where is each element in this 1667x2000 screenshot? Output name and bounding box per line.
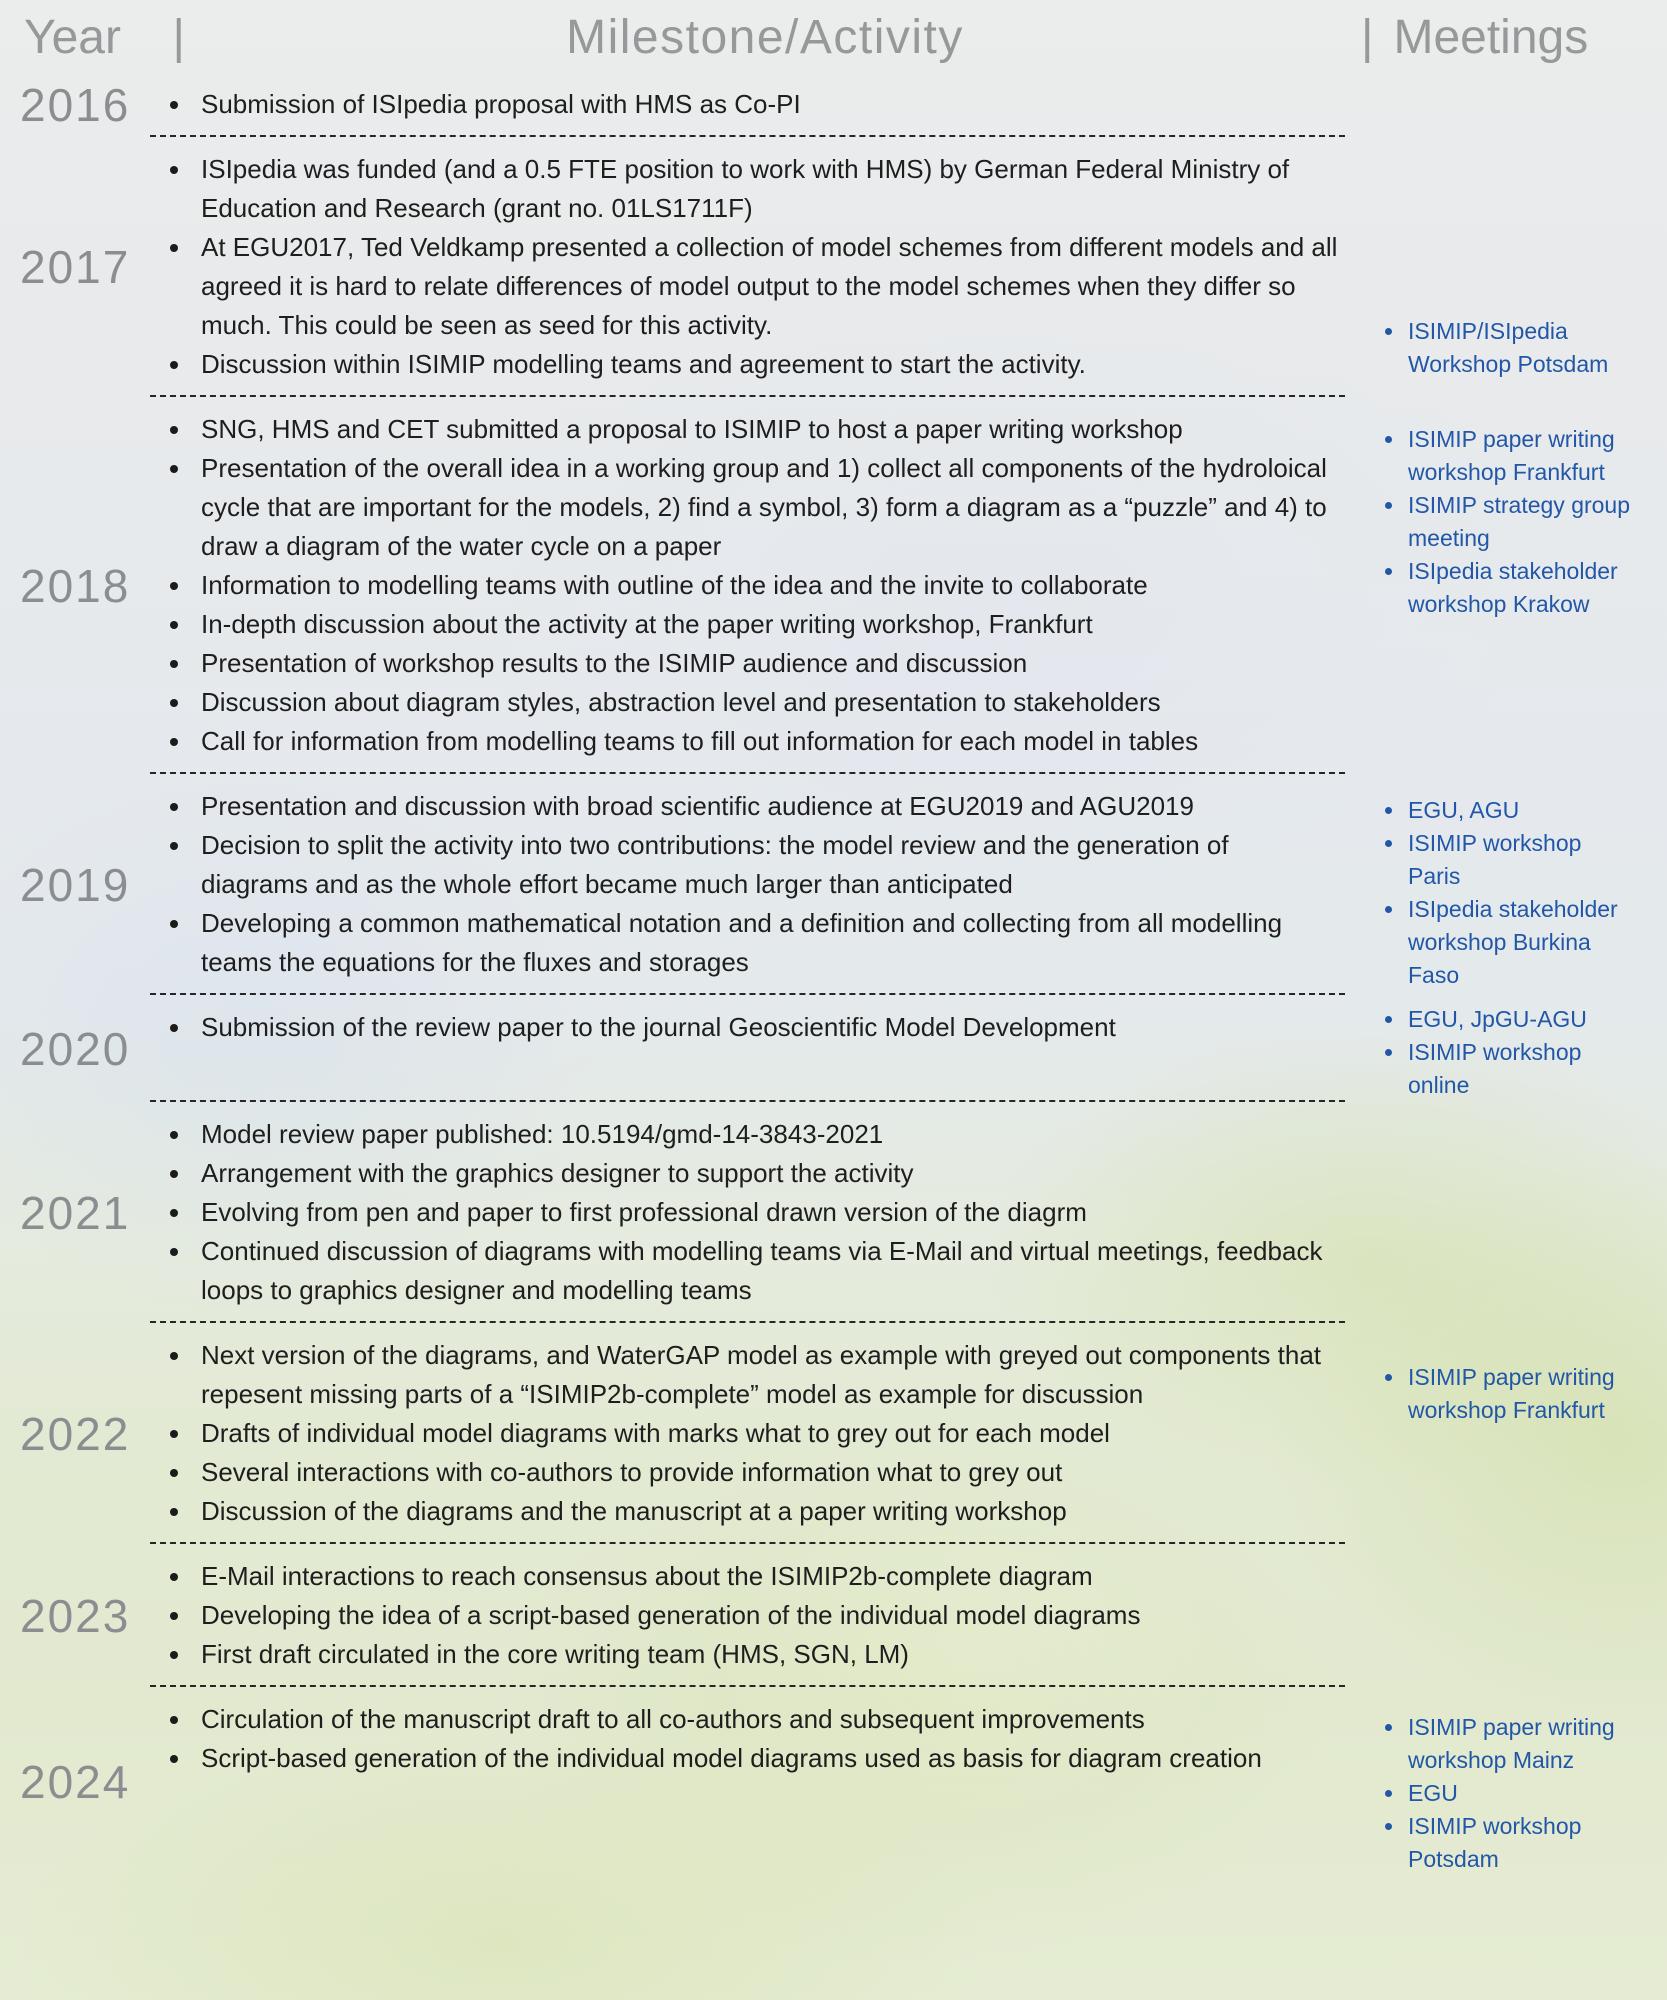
bullet-icon [170,621,178,629]
milestone-item [150,605,1345,644]
milestone-item-text: Script-based generation of the individual model diagrams used as basis for diagram creation [201,1743,1262,1773]
milestone-item-text: At EGU2017, Ted Veldkamp presented a collection of model schemes from different models and all agreed it is hard to relate differences of model output to the model schemes when they differ so much. This could be seen as seed for this activity. [201,232,1338,340]
meeting-item-text: ISIMIP workshop Paris [1408,830,1582,889]
meeting-item-text: ISIMIP paper writing workshop Frankfurt [1408,1364,1615,1423]
meeting-item-text: ISIMIP paper writing workshop Frankfurt [1408,426,1615,485]
milestone-item-text: Model review paper published: 10.5194/gmd-14-3843-2021 [201,1119,884,1149]
column-separator: | [172,11,185,64]
meeting-list [1385,1711,1667,1876]
bullet-icon [170,699,178,707]
bullet-icon [1385,436,1392,443]
milestone-item [150,1635,1345,1674]
milestone-item [150,228,1345,345]
milestone-item-text: Submission of ISIpedia proposal with HMS as Co-PI [201,89,801,119]
meeting-item [1385,1777,1667,1810]
bullet-icon [1385,1049,1392,1056]
bullet-icon [170,1131,178,1139]
meeting-item-text: ISIMIP workshop Potsdam [1408,1813,1582,1872]
milestones-cell [150,1102,1345,1323]
bullet-icon [170,660,178,668]
milestone-item [150,683,1345,722]
year-label: 2017 [20,241,131,293]
meeting-list [1385,423,1667,621]
meeting-item [1385,423,1667,489]
meeting-item [1385,1036,1667,1102]
milestone-list [150,1700,1345,1778]
bullet-icon [1385,328,1392,335]
bullet-icon [1385,906,1392,913]
meetings-cell [1345,1544,1667,1687]
year-label: 2022 [20,1407,131,1460]
milestone-item [150,1739,1345,1778]
milestone-item-text: Presentation and discussion with broad scientific audience at EGU2019 and AGU2019 [201,791,1194,821]
bullet-icon [170,1508,178,1516]
bullet-icon [1385,1374,1392,1381]
meeting-item-text: EGU, JpGU-AGU [1408,1006,1587,1032]
bullet-icon [170,920,178,928]
bullet-icon [1385,1790,1392,1797]
bullet-icon [170,1612,178,1620]
bullet-icon [170,582,178,590]
bullet-icon [170,1651,178,1659]
bullet-icon [170,803,178,811]
milestone-list [150,85,1345,124]
milestone-item-text: Discussion about diagram styles, abstraction level and presentation to stakeholders [201,687,1161,717]
bullet-icon [1385,568,1392,575]
milestone-item-text: Circulation of the manuscript draft to all co-authors and subsequent improvements [201,1704,1145,1734]
meetings-cell [1345,1323,1667,1544]
milestone-item [150,1115,1345,1154]
section-2018 [0,397,1667,774]
year-label: 2019 [20,858,131,911]
bullet-icon [170,101,178,109]
milestones-cell [150,774,1345,995]
milestone-item [150,566,1345,605]
milestone-item-text: Drafts of individual model diagrams with marks what to grey out for each model [201,1418,1110,1448]
year-label: 2020 [20,1022,131,1075]
milestone-item-text: SNG, HMS and CET submitted a proposal to ISIMIP to host a paper writing workshop [201,414,1183,444]
milestones-cell [150,397,1345,774]
milestone-item [150,1453,1345,1492]
milestones-cell [150,137,1345,397]
milestone-item-text: Several interactions with co-authors to provide information what to grey out [201,1457,1063,1487]
milestone-item-text: Call for information from modelling teams to fill out information for each model in tables [201,726,1199,756]
year-label: 2024 [20,1755,131,1808]
bullet-icon [1385,840,1392,847]
milestones-cell [150,1323,1345,1544]
bullet-icon [170,1352,178,1360]
milestone-list [150,410,1345,761]
meeting-list [1385,1003,1667,1102]
bullet-icon [170,1755,178,1763]
milestone-item-text: Information to modelling teams with outline of the idea and the invite to collaborate [201,570,1148,600]
section-2019 [0,774,1667,995]
section-2024 [0,1687,1667,1876]
milestones-cell [150,1544,1345,1687]
milestone-list [150,1008,1345,1047]
milestone-item [150,345,1345,384]
bullet-icon [170,842,178,850]
bullet-icon [170,1209,178,1217]
year-header-label: Year [24,11,121,64]
meetings-cell [1345,72,1667,137]
milestone-item [150,85,1345,124]
milestone-list [150,150,1345,384]
milestone-item [150,787,1345,826]
milestone-item-text: Discussion of the diagrams and the manuscript at a paper writing workshop [201,1496,1067,1526]
milestones-cell [150,1687,1345,1876]
milestone-item-text: ISIpedia was funded (and a 0.5 FTE position to work with HMS) by German Federal Ministry of Education and Research (grant no. 01LS1711F) [201,154,1290,223]
milestone-item [150,644,1345,683]
bullet-icon [1385,1016,1392,1023]
milestone-item [150,1596,1345,1635]
meeting-item-text: ISIMIP paper writing workshop Mainz [1408,1714,1615,1773]
milestone-item-text: Developing a common mathematical notation and a definition and collecting from all modelling teams the equations for the fluxes and storages [201,908,1283,977]
meeting-item [1385,1810,1667,1876]
meetings-cell [1345,397,1667,774]
milestone-list [150,1115,1345,1310]
milestone-item-text: Decision to split the activity into two contributions: the model review and the generation of diagrams and as the whole effort became much larger than anticipated [201,830,1229,899]
bullet-icon [1385,1823,1392,1830]
meeting-item [1385,1003,1667,1036]
bullet-icon [1385,807,1392,814]
milestone-item-text: In-depth discussion about the activity at the paper writing workshop, Frankfurt [201,609,1093,639]
meeting-item [1385,489,1667,555]
bullet-icon [170,1024,178,1032]
milestone-list [150,1336,1345,1531]
bullet-icon [170,738,178,746]
bullet-icon [170,1170,178,1178]
milestone-item [150,1557,1345,1596]
meeting-item-text: EGU [1408,1780,1458,1806]
bullet-icon [170,244,178,252]
meeting-list [1385,794,1667,992]
meeting-item [1385,1711,1667,1777]
bullet-icon [1385,502,1392,509]
meeting-item-text: ISIpedia stakeholder workshop Burkina Faso [1408,896,1618,988]
meeting-list [1385,315,1667,381]
table-header [0,0,1667,72]
section-2022 [0,1323,1667,1544]
bullet-icon [170,166,178,174]
milestones-cell [150,995,1345,1102]
milestone-item-text: Discussion within ISIMIP modelling teams and agreement to start the activity. [201,349,1086,379]
year-label: 2023 [20,1589,131,1642]
meeting-item [1385,893,1667,992]
milestone-item [150,1414,1345,1453]
bullet-icon [170,1430,178,1438]
column-separator: | [1361,11,1374,64]
meeting-item [1385,1361,1667,1427]
milestone-column-header: Milestone/Activity [566,11,964,64]
year-column-header [0,11,185,64]
meetings-column-header [1345,11,1667,64]
meeting-item [1385,555,1667,621]
meeting-item-text: EGU, AGU [1408,797,1520,823]
milestone-item-text: Evolving from pen and paper to first professional drawn version of the diagrm [201,1197,1087,1227]
year-label: 2021 [20,1186,131,1239]
meeting-list [1385,1361,1667,1427]
milestone-item-text: Next version of the diagrams, and WaterGAP model as example with greyed out components that repesent missing parts of a “ISIMIP2b-complete” model as example for discussion [201,1340,1322,1409]
meeting-item [1385,827,1667,893]
milestone-item-text: Continued discussion of diagrams with modelling teams via E-Mail and virtual meetings, feedback loops to graphics designer and modelling teams [201,1236,1323,1305]
milestone-item [150,1154,1345,1193]
milestone-item [150,722,1345,761]
milestone-item-text: First draft circulated in the core writing team (HMS, SGN, LM) [201,1639,909,1669]
meeting-item [1385,315,1667,381]
bullet-icon [170,465,178,473]
milestone-item [150,826,1345,904]
milestone-item [150,1193,1345,1232]
meeting-item-text: ISIpedia stakeholder workshop Krakow [1408,558,1618,617]
meetings-cell [1345,137,1667,397]
meetings-cell [1345,1102,1667,1323]
meeting-item [1385,794,1667,827]
milestone-item [150,410,1345,449]
bullet-icon [170,1716,178,1724]
milestone-item-text: Presentation of the overall idea in a working group and 1) collect all components of the hydroloical cycle that are important for the models, 2) find a symbol, 3) form a diagram as a “puzzle” and 4) to draw a diagram of the water cycle on a paper [201,453,1327,561]
meetings-cell [1345,995,1667,1102]
section-2016 [0,72,1667,137]
milestone-item [150,1336,1345,1414]
milestone-item [150,1008,1345,1047]
meeting-item-text: ISIMIP workshop online [1408,1039,1582,1098]
milestones-cell [150,72,1345,137]
milestone-item-text: Developing the idea of a script-based generation of the individual model diagrams [201,1600,1141,1630]
meeting-item-text: ISIMIP strategy group meeting [1408,492,1631,551]
milestone-item-text: Presentation of workshop results to the ISIMIP audience and discussion [201,648,1028,678]
milestone-item [150,150,1345,228]
section-2023 [0,1544,1667,1687]
milestone-item [150,1232,1345,1310]
meetings-cell [1345,1687,1667,1876]
milestone-item-text: E-Mail interactions to reach consensus about the ISIMIP2b-complete diagram [201,1561,1093,1591]
meetings-cell [1345,774,1667,995]
section-2017 [0,137,1667,397]
milestone-item-text: Submission of the review paper to the journal Geoscientific Model Development [201,1012,1116,1042]
milestone-item [150,449,1345,566]
milestone-list [150,1557,1345,1674]
bullet-icon [170,1573,178,1581]
milestone-item [150,1700,1345,1739]
section-2021 [0,1102,1667,1323]
bullet-icon [170,426,178,434]
milestone-list [150,787,1345,982]
bullet-icon [170,361,178,369]
section-2020 [0,995,1667,1102]
milestone-item [150,1492,1345,1531]
bullet-icon [1385,1724,1392,1731]
year-label: 2018 [20,559,131,612]
meeting-item-text: ISIMIP/ISIpedia Workshop Potsdam [1408,318,1609,377]
milestone-item [150,904,1345,982]
bullet-icon [170,1248,178,1256]
milestone-item-text: Arrangement with the graphics designer to support the activity [201,1158,914,1188]
meetings-header-label: Meetings [1393,11,1589,64]
year-label: 2016 [20,78,131,131]
bullet-icon [170,1469,178,1477]
